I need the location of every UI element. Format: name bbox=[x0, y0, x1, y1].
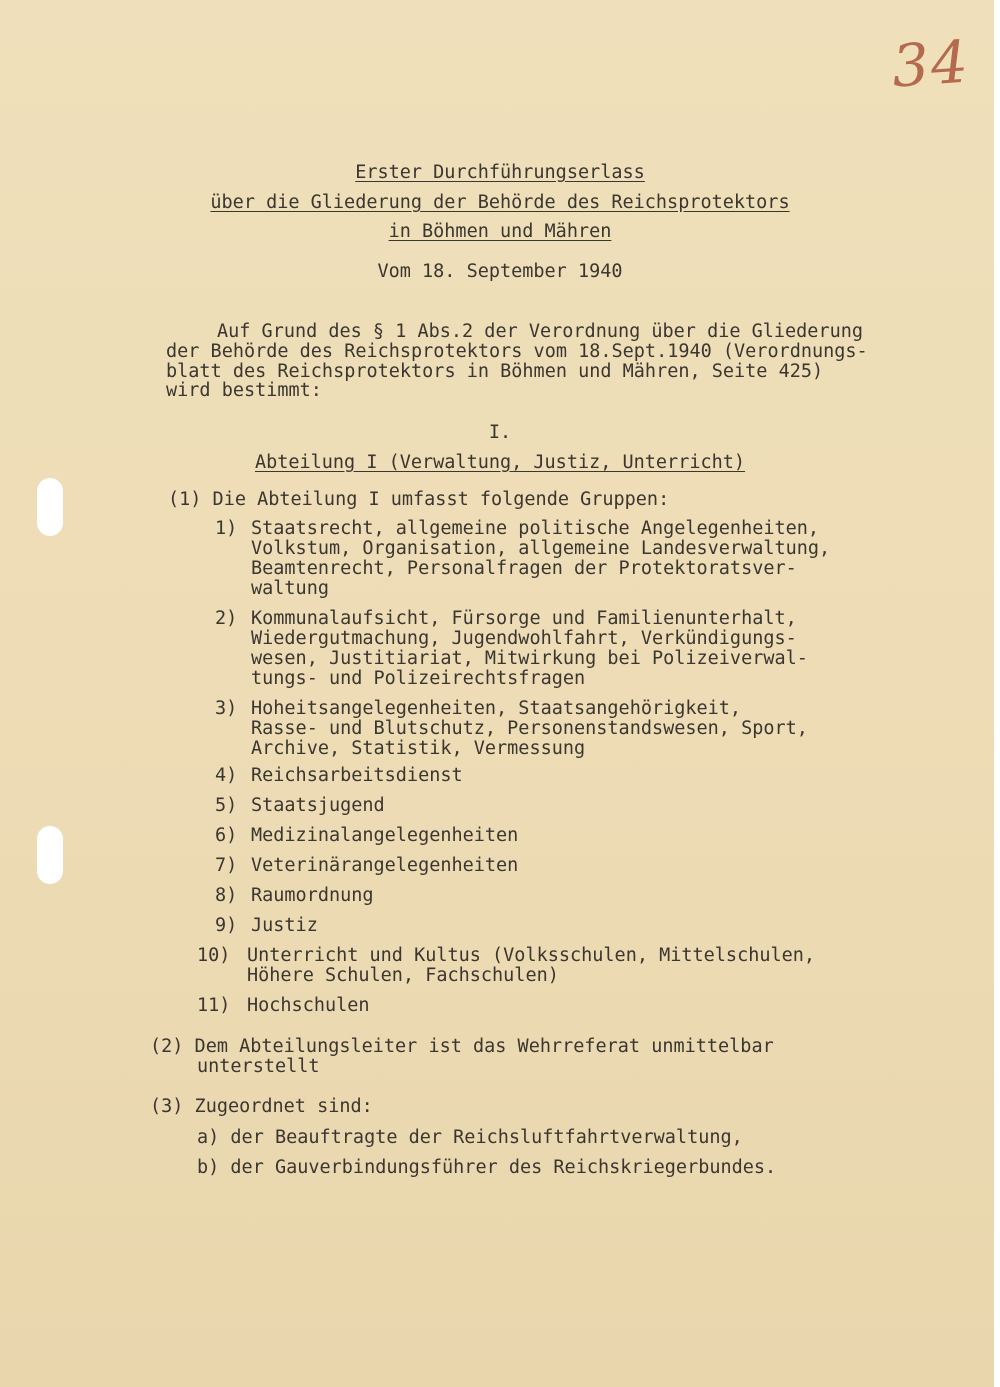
paragraph-2-line: (2) Dem Abteilungsleiter ist das Wehrreferat unmittelbar bbox=[150, 1036, 774, 1057]
list-item-text: Unterricht und Kultus (Volksschulen, Mittelschulen, bbox=[247, 945, 816, 966]
list-item-text: Veterinärangelegenheiten bbox=[251, 855, 519, 876]
list-item-text: Archive, Statistik, Vermessung bbox=[251, 738, 586, 759]
list-item-number: 9) bbox=[215, 915, 238, 936]
list-item-number: 6) bbox=[215, 825, 238, 846]
preamble-line: Auf Grund des § 1 Abs.2 der Verordnung über die Gliederung bbox=[217, 321, 864, 342]
list-item-number: 3) bbox=[215, 698, 238, 719]
list-item-text: Justiz bbox=[251, 915, 318, 936]
paragraph-3-item: b) der Gauverbindungsführer des Reichskriegerbundes. bbox=[197, 1157, 777, 1178]
paragraph-2-line: unterstellt bbox=[197, 1056, 320, 1077]
list-item-text: Höhere Schulen, Fachschulen) bbox=[247, 965, 559, 986]
paragraph-1-intro: (1) Die Abteilung I umfasst folgende Gruppen: bbox=[168, 489, 670, 510]
title-line-3: in Böhmen und Mähren bbox=[388, 221, 612, 242]
list-item-text: Beamtenrecht, Personalfragen der Protektoratsver- bbox=[251, 558, 797, 579]
list-item-text: tungs- und Polizeirechtsfragen bbox=[251, 668, 586, 689]
list-item-text: Staatsrecht, allgemeine politische Angelegenheiten, bbox=[251, 518, 820, 539]
preamble-line: wird bestimmt: bbox=[166, 380, 322, 401]
paragraph-3-item: a) der Beauftragte der Reichsluftfahrtverwaltung, bbox=[197, 1127, 743, 1148]
title-line-1: Erster Durchführungserlass bbox=[355, 162, 645, 183]
list-item-text: Hoheitsangelegenheiten, Staatsangehörigkeit, bbox=[251, 698, 742, 719]
list-item-text: Reichsarbeitsdienst bbox=[251, 765, 463, 786]
list-item-text: Kommunalaufsicht, Fürsorge und Familienunterhalt, bbox=[251, 608, 797, 629]
list-item-text: waltung bbox=[251, 578, 329, 599]
preamble-line: blatt des Reichsprotektors in Böhmen und Mähren, Seite 425) bbox=[166, 361, 824, 382]
document-date: Vom 18. September 1940 bbox=[377, 261, 623, 282]
list-item-text: Volkstum, Organisation, allgemeine Landesverwaltung, bbox=[251, 538, 831, 559]
list-item-number: 11) bbox=[197, 995, 231, 1016]
list-item-number: 8) bbox=[215, 885, 238, 906]
list-item-text: Hochschulen bbox=[247, 995, 370, 1016]
list-item-number: 7) bbox=[215, 855, 238, 876]
paragraph-3-intro: (3) Zugeordnet sind: bbox=[150, 1096, 373, 1117]
list-item-number: 10) bbox=[197, 945, 231, 966]
list-item-number: 2) bbox=[215, 608, 238, 629]
list-item-text: Rasse- und Blutschutz, Personenstandswesen, Sport, bbox=[251, 718, 808, 739]
list-item-text: Staatsjugend bbox=[251, 795, 385, 816]
list-item-text: Raumordnung bbox=[251, 885, 374, 906]
section-heading: Abteilung I (Verwaltung, Justiz, Unterricht) bbox=[254, 452, 746, 473]
preamble-line: der Behörde des Reichsprotektors vom 18.Sept.1940 (Verordnungs- bbox=[166, 341, 868, 362]
list-item-text: Medizinalangelegenheiten bbox=[251, 825, 519, 846]
title-line-2: über die Gliederung der Behörde des Reichsprotektors bbox=[210, 192, 790, 213]
list-item-text: wesen, Justitiariat, Mitwirkung bei Polizeiverwal- bbox=[251, 648, 808, 669]
section-numeral: I. bbox=[488, 422, 512, 443]
punch-hole-top bbox=[37, 478, 63, 536]
list-item-number: 5) bbox=[215, 795, 238, 816]
list-item-number: 1) bbox=[215, 518, 238, 539]
punch-hole-bottom bbox=[37, 826, 63, 884]
handwritten-page-number: 34 bbox=[889, 27, 973, 101]
list-item-number: 4) bbox=[215, 765, 238, 786]
list-item-text: Wiedergutmachung, Jugendwohlfahrt, Verkündigungs- bbox=[251, 628, 797, 649]
